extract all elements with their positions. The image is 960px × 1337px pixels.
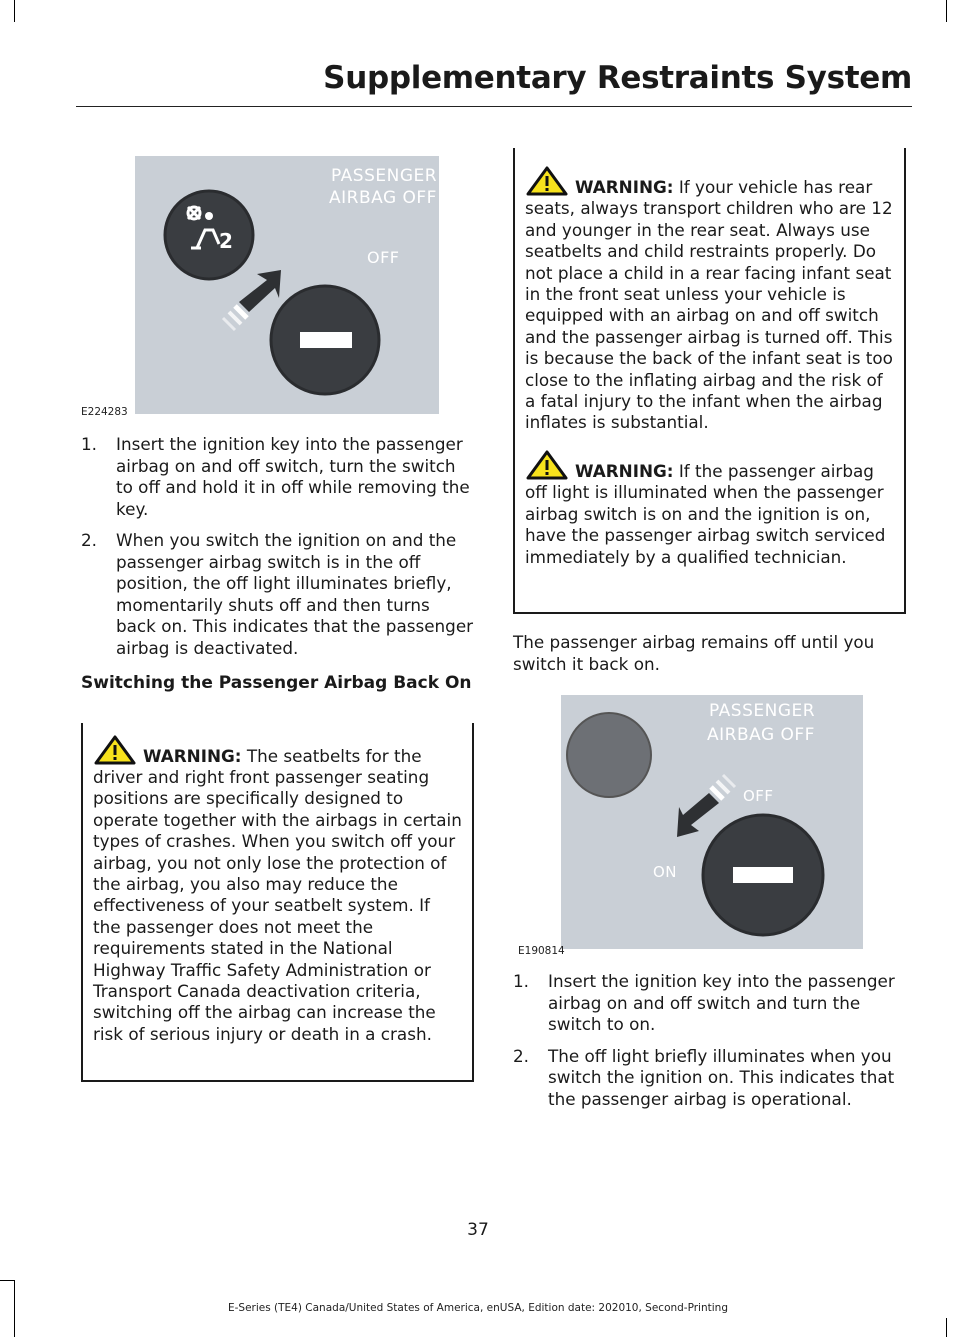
panel-label-line1: PASSENGER <box>709 701 816 721</box>
section-heading: Switching the Passenger Airbag Back On <box>81 673 472 693</box>
figure-switch-off <box>81 150 474 418</box>
warning-paragraph <box>525 450 894 568</box>
off-label: OFF <box>367 248 400 267</box>
warning-paragraph <box>93 735 462 1046</box>
figure-switch-on <box>513 687 906 957</box>
on-label: ON <box>653 863 678 881</box>
warning-label: WARNING: <box>143 745 242 766</box>
step-number: 2. <box>81 530 98 550</box>
steps-switch-off <box>81 434 474 659</box>
edition-footer: E-Series (TE4) Canada/United States of America, enUSA, Edition date: 202010, Second-Printing <box>227 1302 728 1314</box>
figure-code: E224283 <box>81 406 128 418</box>
switch-photo <box>561 695 863 949</box>
panel-label-line1: PASSENGER <box>331 166 438 186</box>
step-text: Insert the ignition key into the passenger airbag on and off switch, turn the switch to off and hold it in off while removing the key. <box>116 434 470 519</box>
warning-label: WARNING: <box>575 460 674 481</box>
steps-switch-on <box>513 971 906 1110</box>
warning-box <box>513 148 906 614</box>
warning-triangle-icon <box>525 450 569 480</box>
header-divider <box>76 106 912 107</box>
right-column <box>513 148 906 1120</box>
crop-mark <box>14 0 15 22</box>
step-number: 1. <box>513 971 530 991</box>
step-text: Insert the ignition key into the passenger airbag on and off switch and turn the switch to on. <box>548 971 895 1034</box>
list-item <box>513 971 906 1036</box>
step-text: The off light briefly illuminates when you switch the ignition on. This indicates that the passenger airbag is operational. <box>548 1045 895 1109</box>
left-column <box>81 150 474 1082</box>
panel-label-line2: AIRBAG OFF <box>707 725 815 745</box>
warning-paragraph <box>525 166 894 434</box>
step-text: When you switch the ignition on and the passenger airbag switch is in the off position, the off light illuminates briefly, momentarily shuts off and then turns back on. This indicates that the passenger airbag is deactivated. <box>116 530 474 658</box>
switch-drawing <box>135 156 439 414</box>
step-number: 2. <box>513 1045 530 1066</box>
svg-text:2: 2 <box>219 229 233 253</box>
warning-label: WARNING: <box>575 177 674 197</box>
off-label: OFF <box>743 787 774 805</box>
warning-text: The seatbelts for the driver and right front passenger seating positions are specifically designed to operate together with the airbags in certain types of crashes. When you switch off your airbag, you not only lose the protection of the airbag, you also may reduce the effectiveness of your seatbelt system. If the passenger does not meet the requirements stated in the National Highway Traffic Safety Administration or Transport Canada deactivation criteria, switching off the airbag can increase the risk of serious injury or death in a crash. <box>93 745 462 1044</box>
crop-mark <box>0 1280 14 1281</box>
switch-photo <box>135 156 439 414</box>
figure-code: E190814 <box>518 945 565 957</box>
warning-triangle-icon <box>93 735 137 765</box>
warning-text: If the passenger airbag off light is illuminated when the passenger airbag switch is on and the ignition is on, have the passenger airbag switch serviced immediately by a qualified technician. <box>525 460 886 567</box>
list-item <box>81 530 474 659</box>
page-title: Supplementary Restraints System <box>323 60 912 96</box>
key-slot <box>733 867 793 883</box>
page-number: 37 <box>467 1220 489 1240</box>
warning-text: If your vehicle has rear seats, always transport children who are 12 and younger in the rear seat. Always use seatbelts and child restraints properly. Do not place a child in a rear facing infant seat in the front seat unless your vehicle is equipped with an airbag on and off switch and the passenger airbag is turned off. This is because the back of the infant seat is too close to the inflating airbag and the risk of a fatal injury to the infant when the airbag inflates is substantial. <box>525 177 893 433</box>
warning-box <box>81 723 474 1082</box>
crop-mark <box>946 1318 947 1337</box>
body-paragraph: The passenger airbag remains off until you switch it back on. <box>513 632 875 674</box>
list-item <box>513 1046 906 1111</box>
switch-drawing <box>561 695 863 949</box>
crop-mark <box>946 0 947 22</box>
warning-triangle-icon <box>525 166 569 196</box>
panel-label-line2: AIRBAG OFF <box>329 188 437 208</box>
step-number: 1. <box>81 434 98 454</box>
key-slot <box>300 332 352 348</box>
arrow-to-off-icon <box>223 270 281 330</box>
list-item <box>81 434 474 520</box>
